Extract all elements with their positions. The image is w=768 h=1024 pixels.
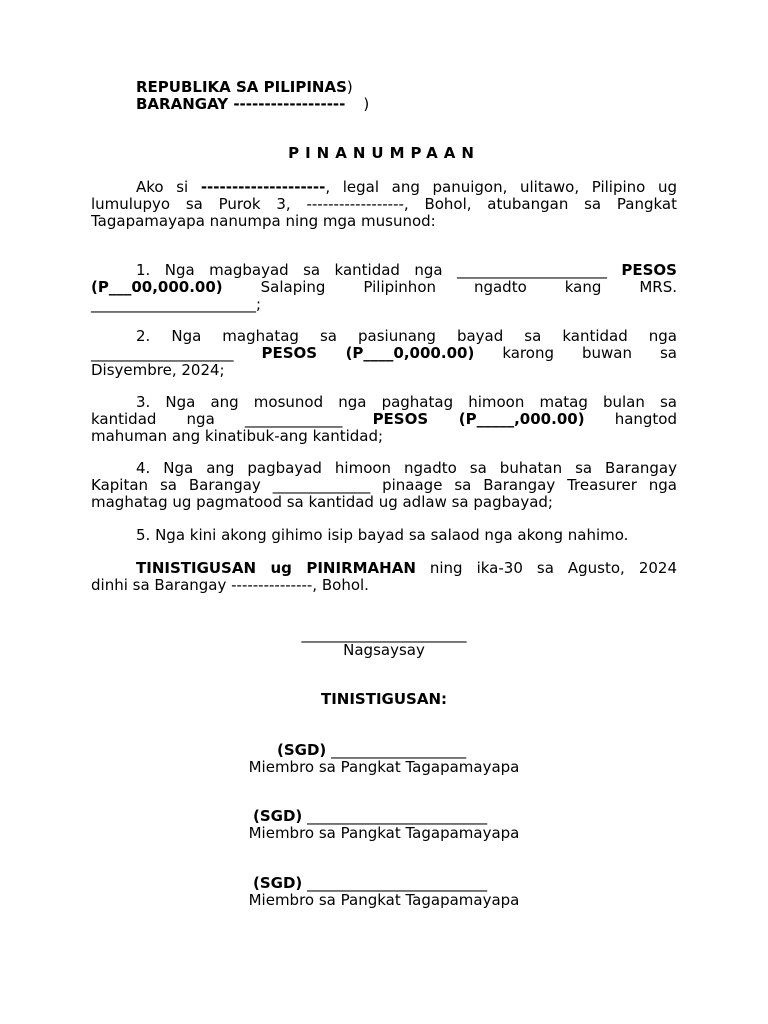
item-3-line-3: mahuman ang kinatibuk-ang kantidad; — [91, 427, 384, 445]
affiant-name-blank: -------------------- — [200, 178, 326, 196]
item-4-line-2: Kapitan sa Barangay _____________ pinaage sa Barangay Treasurer nga — [91, 476, 677, 494]
witness-2-role: Miembro sa Pangkat Tagapamayapa — [248, 824, 520, 842]
republic-label: REPUBLIKA SA PILIPINAS — [136, 78, 347, 96]
witness-3-signature: (SGD) ________________________ — [253, 874, 488, 892]
item-1-line-1: 1. Nga magbayad sa kantidad nga ____________________ PESOS — [136, 261, 677, 279]
item-5-line-1: 5. Nga kini akong gihimo isip bayad sa salaod nga akong nahimo. — [136, 526, 629, 544]
item-4-line-1: 4. Nga ang pagbayad himoon ngadto sa buhatan sa Barangay — [136, 459, 677, 477]
item-1-line-3: ______________________; — [91, 295, 262, 313]
barangay-label: BARANGAY ------------------ — [136, 95, 346, 113]
header-paren-1: ) — [346, 78, 353, 96]
item-2-line-1: 2. Nga maghatag sa pasiunang bayad sa kantidad nga — [136, 327, 677, 345]
witness-3-role: Miembro sa Pangkat Tagapamayapa — [248, 891, 520, 909]
closing-line-1: TINISTIGUSAN ug PINIRMAHAN ning ika-30 sa Agusto, 2024 — [136, 559, 677, 577]
intro-line-3: Tagapamayapa nanumpa ning mga musunod: — [91, 212, 436, 230]
header-line-2 — [136, 96, 369, 113]
item-1-line-2: (P___00,000.00) Salaping Pilipinhon ngadto kang MRS. — [91, 278, 677, 296]
intro-line-2: lumulupyo sa Purok 3, ------------------, Bohol, atubangan sa Pangkat — [91, 195, 677, 213]
closing-line-2: dinhi sa Barangay ---------------, Bohol. — [91, 576, 369, 594]
item-2-line-2: ___________________ PESOS (P____0,000.00) karong buwan sa — [91, 344, 677, 362]
witness-1-signature: (SGD) __________________ — [277, 741, 467, 759]
witness-1-role: Miembro sa Pangkat Tagapamayapa — [248, 758, 520, 776]
witnesses-heading: TINISTIGUSAN: — [320, 690, 448, 708]
document-title: PINANUMPAAN — [288, 144, 480, 162]
intro-line-1: Ako si --------------------, legal ang panuigon, ulitawo, Pilipino ug — [136, 178, 677, 196]
item-4-line-3: maghatag ug pagmatood sa kantidad ug adlaw sa pagbayad; — [91, 493, 553, 511]
witness-2-signature: (SGD) ________________________ — [253, 807, 488, 825]
item-3-line-2: kantidad nga _____________ PESOS (P_____,000.00) hangtod — [91, 410, 677, 428]
header-line-1 — [136, 79, 353, 96]
affiant-signature-line: ______________________ — [301, 625, 467, 643]
item-3-line-1: 3. Nga ang mosunod nga paghatag himoon matag bulan sa — [136, 393, 677, 411]
affiant-label: Nagsaysay — [343, 641, 425, 659]
header-paren-2: ) — [363, 95, 370, 113]
item-2-line-3: Disyembre, 2024; — [91, 361, 225, 379]
